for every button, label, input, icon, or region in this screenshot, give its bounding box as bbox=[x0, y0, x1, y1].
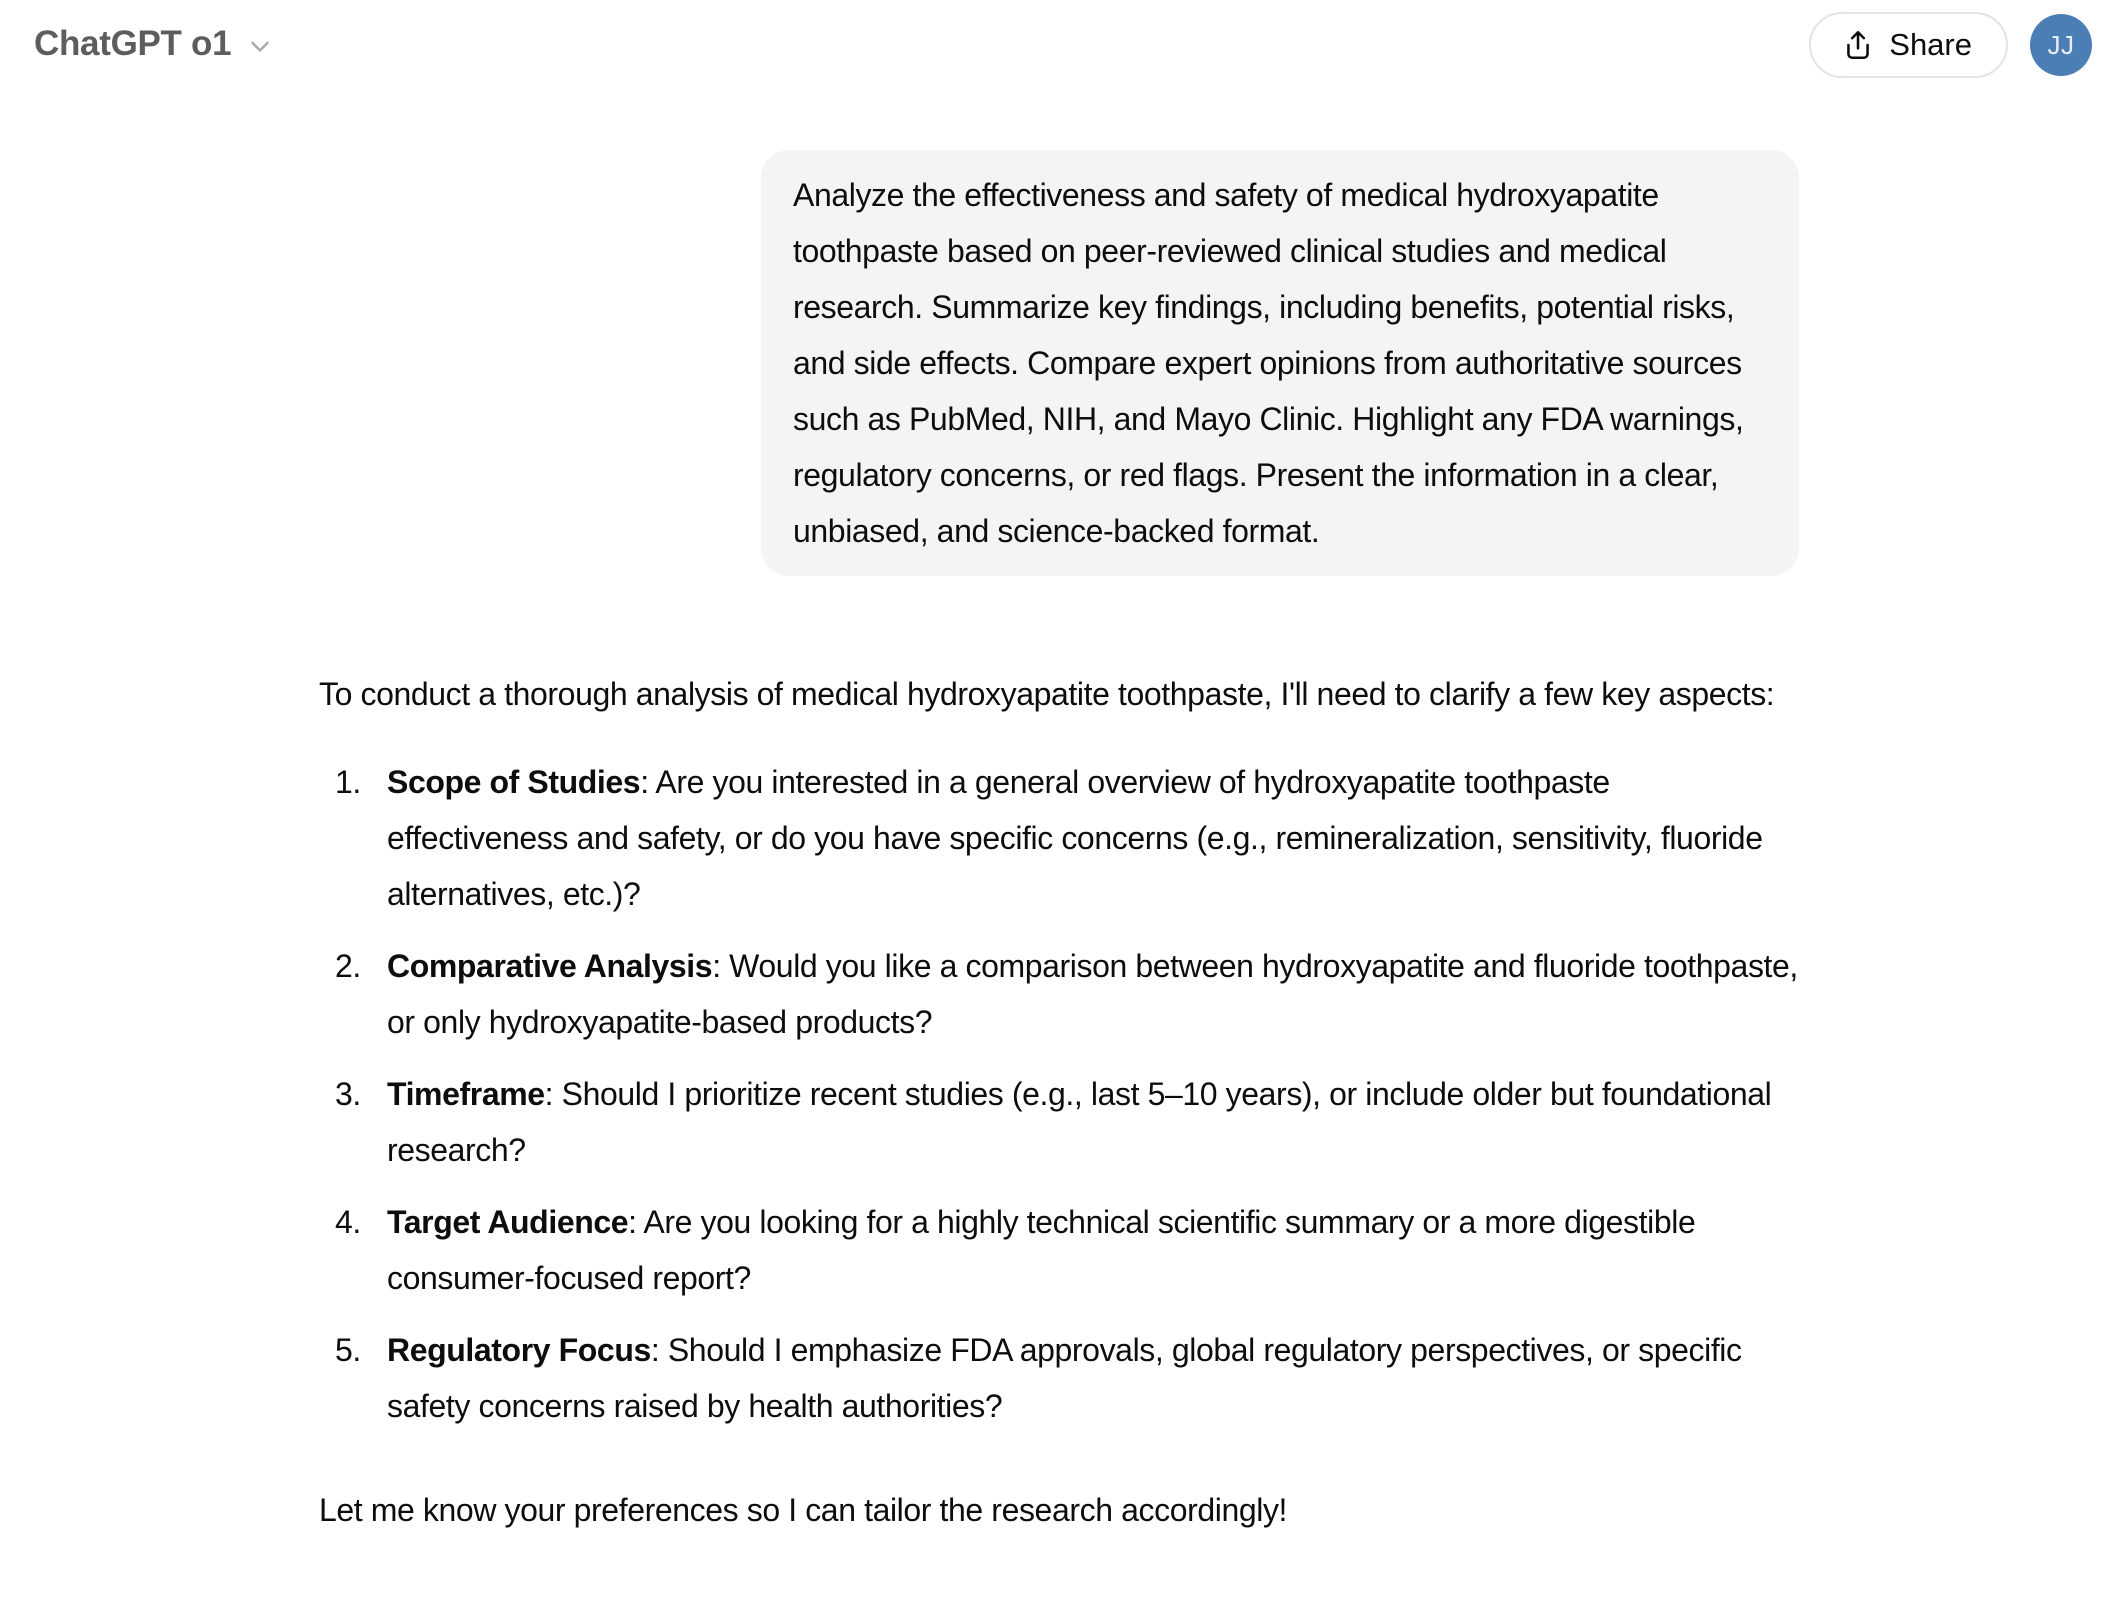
list-number: 1. bbox=[335, 764, 361, 800]
model-label: ChatGPT o1 bbox=[34, 24, 232, 63]
list-item bbox=[319, 1066, 1799, 1178]
list-item-label: Timeframe bbox=[387, 1076, 545, 1112]
clarification-list bbox=[319, 754, 1799, 1434]
list-number: 3. bbox=[335, 1076, 361, 1112]
assistant-intro: To conduct a thorough analysis of medical hydroxyapatite toothpaste, I'll need to clarify a few key aspects: bbox=[319, 676, 1775, 712]
list-item-text: : Should I emphasize FDA approvals, global regulatory perspectives, or specific safety concerns raised by health authorities? bbox=[387, 1332, 1742, 1424]
share-button[interactable] bbox=[1809, 12, 2008, 78]
list-item-text: : Should I prioritize recent studies (e.g., last 5–10 years), or include older but foundational research? bbox=[387, 1076, 1772, 1168]
user-avatar[interactable] bbox=[2030, 14, 2092, 76]
list-item-text: : Would you like a comparison between hydroxyapatite and fluoride toothpaste, or only hydroxyapatite-based products? bbox=[387, 948, 1798, 1040]
conversation-area bbox=[319, 0, 1799, 1538]
list-item-label: Scope of Studies bbox=[387, 764, 641, 800]
list-item-label: Regulatory Focus bbox=[387, 1332, 651, 1368]
list-item-label: Comparative Analysis bbox=[387, 948, 713, 984]
chevron-down-icon bbox=[245, 31, 275, 61]
top-bar bbox=[0, 0, 2118, 110]
list-number: 5. bbox=[335, 1332, 361, 1368]
list-item bbox=[319, 1194, 1799, 1306]
list-number: 2. bbox=[335, 948, 361, 984]
share-label: Share bbox=[1889, 27, 1972, 62]
share-icon bbox=[1841, 28, 1875, 62]
list-item bbox=[319, 754, 1799, 922]
list-item-text: : Are you interested in a general overview of hydroxyapatite toothpaste effectiveness and safety, or do you have specific concerns (e.g., remineralization, sensitivity, fluoride alternatives, etc.)? bbox=[387, 764, 1763, 912]
list-item-label: Target Audience bbox=[387, 1204, 629, 1240]
assistant-outro: Let me know your preferences so I can tailor the research accordingly! bbox=[319, 1492, 1288, 1528]
list-item bbox=[319, 938, 1799, 1050]
header-actions bbox=[1809, 12, 2092, 78]
model-switcher[interactable] bbox=[22, 14, 287, 74]
user-message-bubble bbox=[761, 150, 1799, 576]
list-item-text: : Are you looking for a highly technical scientific summary or a more digestible consumer-focused report? bbox=[387, 1204, 1696, 1296]
user-message-text: Analyze the effectiveness and safety of medical hydroxyapatite toothpaste based on peer-reviewed clinical studies and medical research. Summarize key findings, including benefits, potential risks, and side effects. Compare expert opinions from authoritative sources such as PubMed, NIH, and Mayo Clinic. Highlight any FDA warnings, regulatory concerns, or red flags. Present the information in a clear, unbiased, and science-backed format. bbox=[793, 177, 1744, 549]
avatar-initials: JJ bbox=[2047, 29, 2075, 60]
assistant-message bbox=[319, 666, 1799, 1538]
list-number: 4. bbox=[335, 1204, 361, 1240]
list-item bbox=[319, 1322, 1799, 1434]
user-message-row bbox=[319, 150, 1799, 576]
